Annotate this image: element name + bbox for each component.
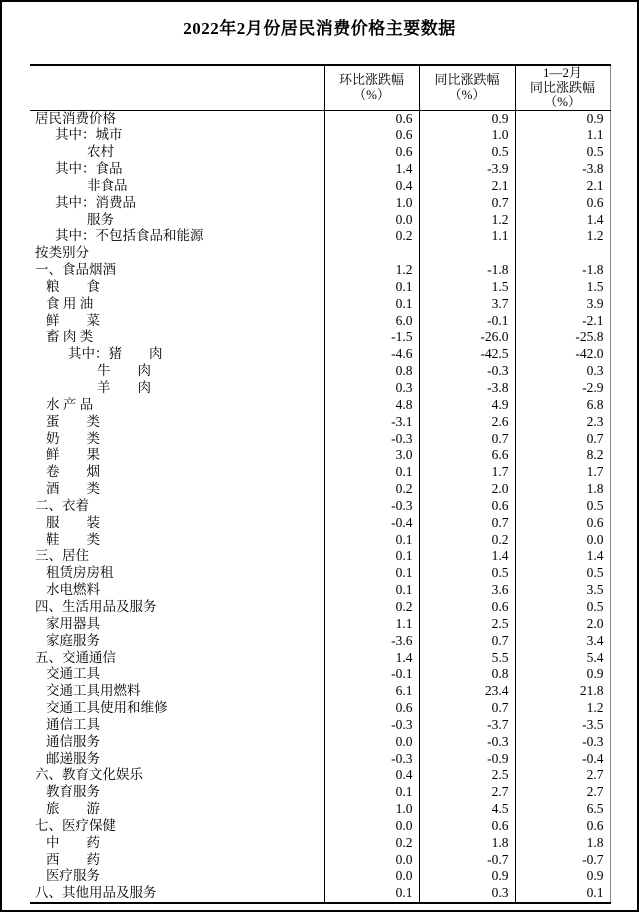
table-row	[30, 734, 610, 751]
table-row	[30, 245, 610, 262]
value-mom: 0.0	[324, 734, 419, 751]
row-label: 牛 肉	[97, 363, 151, 379]
row-label: 五、交通通信	[35, 649, 116, 665]
value-yoy: 2.0	[419, 481, 515, 498]
value-mom: 0.1	[324, 582, 419, 599]
row-label: 服务	[87, 211, 114, 227]
table-row	[30, 127, 610, 144]
value-mom: 0.3	[324, 380, 419, 397]
row-label: 租赁房房租	[46, 565, 114, 581]
value-mom: -0.3	[324, 751, 419, 768]
table-row	[30, 717, 610, 734]
row-label: 按类别分	[35, 245, 89, 261]
cpi-table-body	[30, 110, 610, 903]
value-mom: 0.2	[324, 481, 419, 498]
value-ytd: 0.7	[515, 431, 610, 448]
value-mom: 3.0	[324, 447, 419, 464]
row-label: 交通工具用燃料	[46, 683, 141, 699]
value-mom: 6.1	[324, 683, 419, 700]
value-yoy: 0.9	[419, 110, 515, 127]
value-mom	[324, 245, 419, 262]
value-ytd: 1.8	[515, 481, 610, 498]
row-label: 其中：消费品	[55, 194, 136, 210]
table-row	[30, 110, 610, 127]
table-row	[30, 515, 610, 532]
value-yoy: 2.7	[419, 784, 515, 801]
row-label: 家庭服务	[46, 632, 100, 648]
table-row	[30, 262, 610, 279]
value-ytd: 3.5	[515, 582, 610, 599]
value-ytd: 3.9	[515, 296, 610, 313]
value-mom: 0.6	[324, 127, 419, 144]
table-row	[30, 868, 610, 885]
table-row	[30, 565, 610, 582]
value-ytd: -0.4	[515, 751, 610, 768]
table-row	[30, 650, 610, 667]
row-label: 通信工具	[46, 716, 100, 732]
table-row	[30, 818, 610, 835]
value-ytd: -3.5	[515, 717, 610, 734]
row-label: 家用器具	[46, 615, 100, 631]
value-ytd: 0.5	[515, 144, 610, 161]
value-yoy: 0.6	[419, 498, 515, 515]
row-label: 通信服务	[46, 733, 100, 749]
table-row	[30, 582, 610, 599]
table-row	[30, 161, 610, 178]
value-mom: -0.3	[324, 717, 419, 734]
table-row	[30, 498, 610, 515]
value-mom: 0.2	[324, 228, 419, 245]
value-mom: 1.4	[324, 161, 419, 178]
value-mom: 0.1	[324, 464, 419, 481]
value-yoy: 0.8	[419, 666, 515, 683]
value-yoy: 0.7	[419, 700, 515, 717]
table-row	[30, 532, 610, 549]
row-label: 畜 肉 类	[46, 329, 94, 345]
value-yoy: 0.5	[419, 144, 515, 161]
row-label: 其中：不包括食品和能源	[55, 228, 204, 244]
value-yoy: 0.7	[419, 633, 515, 650]
value-yoy: 0.2	[419, 532, 515, 549]
value-yoy: 0.7	[419, 195, 515, 212]
value-mom: 0.0	[324, 212, 419, 229]
table-row	[30, 801, 610, 818]
table-row	[30, 784, 610, 801]
value-yoy: 1.0	[419, 127, 515, 144]
table-row	[30, 852, 610, 869]
value-ytd: 1.4	[515, 548, 610, 565]
row-label: 一、食品烟酒	[35, 262, 116, 278]
value-yoy: 1.7	[419, 464, 515, 481]
value-mom: 0.1	[324, 532, 419, 549]
value-yoy: -26.0	[419, 329, 515, 346]
value-ytd: 0.1	[515, 885, 610, 903]
value-yoy: 23.4	[419, 683, 515, 700]
table-row	[30, 144, 610, 161]
value-mom: 0.1	[324, 784, 419, 801]
table-row	[30, 447, 610, 464]
value-yoy: 0.7	[419, 431, 515, 448]
value-ytd: -2.1	[515, 313, 610, 330]
value-mom: 0.4	[324, 178, 419, 195]
row-label: 其中：城市	[55, 127, 123, 143]
row-label: 粮 食	[46, 278, 100, 294]
value-yoy: 5.5	[419, 650, 515, 667]
value-ytd: 2.3	[515, 414, 610, 431]
row-label: 水 产 品	[46, 396, 94, 412]
value-yoy: 2.6	[419, 414, 515, 431]
table-row	[30, 666, 610, 683]
value-mom: 6.0	[324, 313, 419, 330]
row-label: 交通工具	[46, 666, 100, 682]
table-row	[30, 380, 610, 397]
row-label: 中 药	[46, 834, 100, 850]
value-ytd: 2.0	[515, 616, 610, 633]
value-yoy: -42.5	[419, 346, 515, 363]
value-mom: 0.1	[324, 296, 419, 313]
value-mom: -1.5	[324, 329, 419, 346]
value-yoy: 4.9	[419, 397, 515, 414]
header-ytd-line2: 同比涨跌幅（%）	[529, 79, 595, 109]
value-mom: 0.1	[324, 279, 419, 296]
header-ytd-col	[515, 65, 610, 110]
value-ytd: 0.6	[515, 818, 610, 835]
value-mom: 1.2	[324, 262, 419, 279]
value-mom: 0.1	[324, 885, 419, 903]
row-label: 邮递服务	[46, 750, 100, 766]
table-row	[30, 751, 610, 768]
value-ytd: -0.3	[515, 734, 610, 751]
value-yoy: 1.1	[419, 228, 515, 245]
value-mom: 0.1	[324, 548, 419, 565]
row-label: 四、生活用品及服务	[35, 598, 157, 614]
row-label: 酒 类	[46, 481, 100, 497]
value-mom: 0.6	[324, 110, 419, 127]
value-yoy: -0.7	[419, 852, 515, 869]
table-row	[30, 212, 610, 229]
value-mom: 1.4	[324, 650, 419, 667]
value-ytd: -0.7	[515, 852, 610, 869]
value-ytd: -42.0	[515, 346, 610, 363]
table-row	[30, 329, 610, 346]
table-row	[30, 414, 610, 431]
header-ytd-line1: 1—2月	[542, 65, 582, 80]
value-ytd: 0.6	[515, 195, 610, 212]
header-row	[30, 65, 610, 110]
value-ytd: 0.0	[515, 532, 610, 549]
value-ytd: 1.1	[515, 127, 610, 144]
row-label: 其中：食品	[55, 161, 123, 177]
header-yoy-line2: （%）	[448, 86, 486, 102]
row-label: 交通工具使用和维修	[46, 700, 168, 716]
table-row	[30, 228, 610, 245]
value-mom: -0.4	[324, 515, 419, 532]
value-yoy: 0.9	[419, 868, 515, 885]
value-yoy: 0.6	[419, 599, 515, 616]
table-row	[30, 464, 610, 481]
value-yoy: 1.5	[419, 279, 515, 296]
cpi-table	[30, 64, 611, 904]
row-label: 旅 游	[46, 801, 100, 817]
value-mom: 0.6	[324, 144, 419, 161]
value-yoy: -0.3	[419, 734, 515, 751]
value-ytd	[515, 245, 610, 262]
value-ytd: -25.8	[515, 329, 610, 346]
value-ytd: 0.5	[515, 498, 610, 515]
row-label: 其中：猪 肉	[68, 346, 163, 362]
value-ytd: -2.9	[515, 380, 610, 397]
table-row	[30, 835, 610, 852]
row-label: 奶 类	[46, 430, 100, 446]
page-title: 2022年2月份居民消费价格主要数据	[183, 19, 456, 38]
value-ytd: -3.8	[515, 161, 610, 178]
header-yoy-line1: 同比涨跌幅	[434, 72, 500, 88]
value-ytd: 0.9	[515, 666, 610, 683]
value-mom: 4.8	[324, 397, 419, 414]
header-mom-line2: （%）	[353, 86, 390, 102]
table-row	[30, 633, 610, 650]
value-mom: 0.0	[324, 818, 419, 835]
table-row	[30, 700, 610, 717]
value-yoy: 2.1	[419, 178, 515, 195]
row-label: 六、教育文化娱乐	[35, 767, 143, 783]
row-label: 八、其他用品及服务	[30, 885, 324, 903]
value-yoy: 0.3	[419, 885, 515, 903]
table-row	[30, 481, 610, 498]
value-mom: 0.8	[324, 363, 419, 380]
table-row	[30, 767, 610, 784]
value-mom: -3.6	[324, 633, 419, 650]
row-label: 非食品	[87, 177, 128, 193]
table-row	[30, 363, 610, 380]
value-ytd: 3.4	[515, 633, 610, 650]
value-yoy: -3.9	[419, 161, 515, 178]
value-mom: -4.6	[324, 346, 419, 363]
value-mom: 0.0	[324, 852, 419, 869]
value-ytd: 6.5	[515, 801, 610, 818]
value-ytd: 1.2	[515, 700, 610, 717]
value-yoy: 2.5	[419, 767, 515, 784]
value-ytd: 0.9	[515, 110, 610, 127]
row-label: 食 用 油	[46, 295, 94, 311]
header-mom-col	[324, 65, 419, 110]
value-yoy: 0.5	[419, 565, 515, 582]
value-mom: 0.0	[324, 868, 419, 885]
value-ytd: 1.2	[515, 228, 610, 245]
row-label: 鲜 果	[46, 447, 100, 463]
value-ytd: 8.2	[515, 447, 610, 464]
value-ytd: 0.9	[515, 868, 610, 885]
header-label-col	[30, 65, 324, 110]
value-ytd: 1.7	[515, 464, 610, 481]
value-ytd: 0.3	[515, 363, 610, 380]
table-header	[30, 65, 610, 110]
value-yoy: -0.3	[419, 363, 515, 380]
value-yoy: 2.5	[419, 616, 515, 633]
row-label: 居民消费价格	[35, 110, 116, 126]
value-mom: -0.3	[324, 431, 419, 448]
table-row	[30, 683, 610, 700]
row-label: 服 装	[46, 514, 100, 530]
value-yoy: -0.1	[419, 313, 515, 330]
row-label: 水电燃料	[46, 582, 100, 598]
value-ytd: 21.8	[515, 683, 610, 700]
value-ytd: 2.7	[515, 784, 610, 801]
header-yoy-col	[419, 65, 515, 110]
row-label: 鞋 类	[46, 531, 100, 547]
value-ytd: 1.8	[515, 835, 610, 852]
value-yoy: 1.2	[419, 212, 515, 229]
value-ytd: 0.6	[515, 515, 610, 532]
value-yoy: 0.7	[419, 515, 515, 532]
table-row	[30, 397, 610, 414]
value-yoy	[419, 245, 515, 262]
value-mom: 0.1	[324, 565, 419, 582]
value-mom: 1.0	[324, 801, 419, 818]
value-mom: 0.6	[324, 700, 419, 717]
value-yoy: 1.8	[419, 835, 515, 852]
value-mom: -3.1	[324, 414, 419, 431]
value-ytd: -1.8	[515, 262, 610, 279]
row-label: 医疗服务	[46, 868, 100, 884]
value-ytd: 1.4	[515, 212, 610, 229]
table-row	[30, 279, 610, 296]
value-mom: 1.1	[324, 616, 419, 633]
header-mom-line1: 环比涨跌幅	[338, 72, 404, 88]
table-row	[30, 885, 610, 903]
table-row	[30, 178, 610, 195]
value-yoy: 4.5	[419, 801, 515, 818]
row-label: 三、居住	[35, 548, 89, 564]
table-row	[30, 431, 610, 448]
value-yoy: 1.4	[419, 548, 515, 565]
value-mom: 1.0	[324, 195, 419, 212]
value-ytd: 6.8	[515, 397, 610, 414]
value-yoy: -0.9	[419, 751, 515, 768]
value-ytd: 0.5	[515, 599, 610, 616]
value-yoy: 6.6	[419, 447, 515, 464]
value-yoy: -1.8	[419, 262, 515, 279]
table-row	[30, 313, 610, 330]
value-ytd: 1.5	[515, 279, 610, 296]
row-label: 农村	[87, 144, 114, 160]
table-row	[30, 616, 610, 633]
value-yoy: 3.7	[419, 296, 515, 313]
row-label: 二、衣着	[35, 497, 89, 513]
row-label: 卷 烟	[46, 464, 100, 480]
value-yoy: -3.8	[419, 380, 515, 397]
value-ytd: 5.4	[515, 650, 610, 667]
table-row	[30, 346, 610, 363]
table-row	[30, 548, 610, 565]
value-ytd: 2.1	[515, 178, 610, 195]
table-row	[30, 195, 610, 212]
value-ytd: 0.5	[515, 565, 610, 582]
row-label: 七、医疗保健	[35, 817, 116, 833]
value-yoy: 3.6	[419, 582, 515, 599]
value-mom: -0.1	[324, 666, 419, 683]
row-label: 教育服务	[46, 784, 100, 800]
table-row	[30, 296, 610, 313]
value-mom: 0.2	[324, 599, 419, 616]
row-label: 羊 肉	[97, 380, 151, 395]
row-label: 鲜 菜	[46, 312, 100, 328]
value-yoy: -3.7	[419, 717, 515, 734]
value-ytd: 2.7	[515, 767, 610, 784]
value-mom: -0.3	[324, 498, 419, 515]
row-label: 西 药	[46, 851, 100, 867]
row-label: 蛋 类	[46, 413, 100, 429]
table-row	[30, 599, 610, 616]
value-mom: 0.4	[324, 767, 419, 784]
value-mom: 0.2	[324, 835, 419, 852]
value-yoy: 0.6	[419, 818, 515, 835]
